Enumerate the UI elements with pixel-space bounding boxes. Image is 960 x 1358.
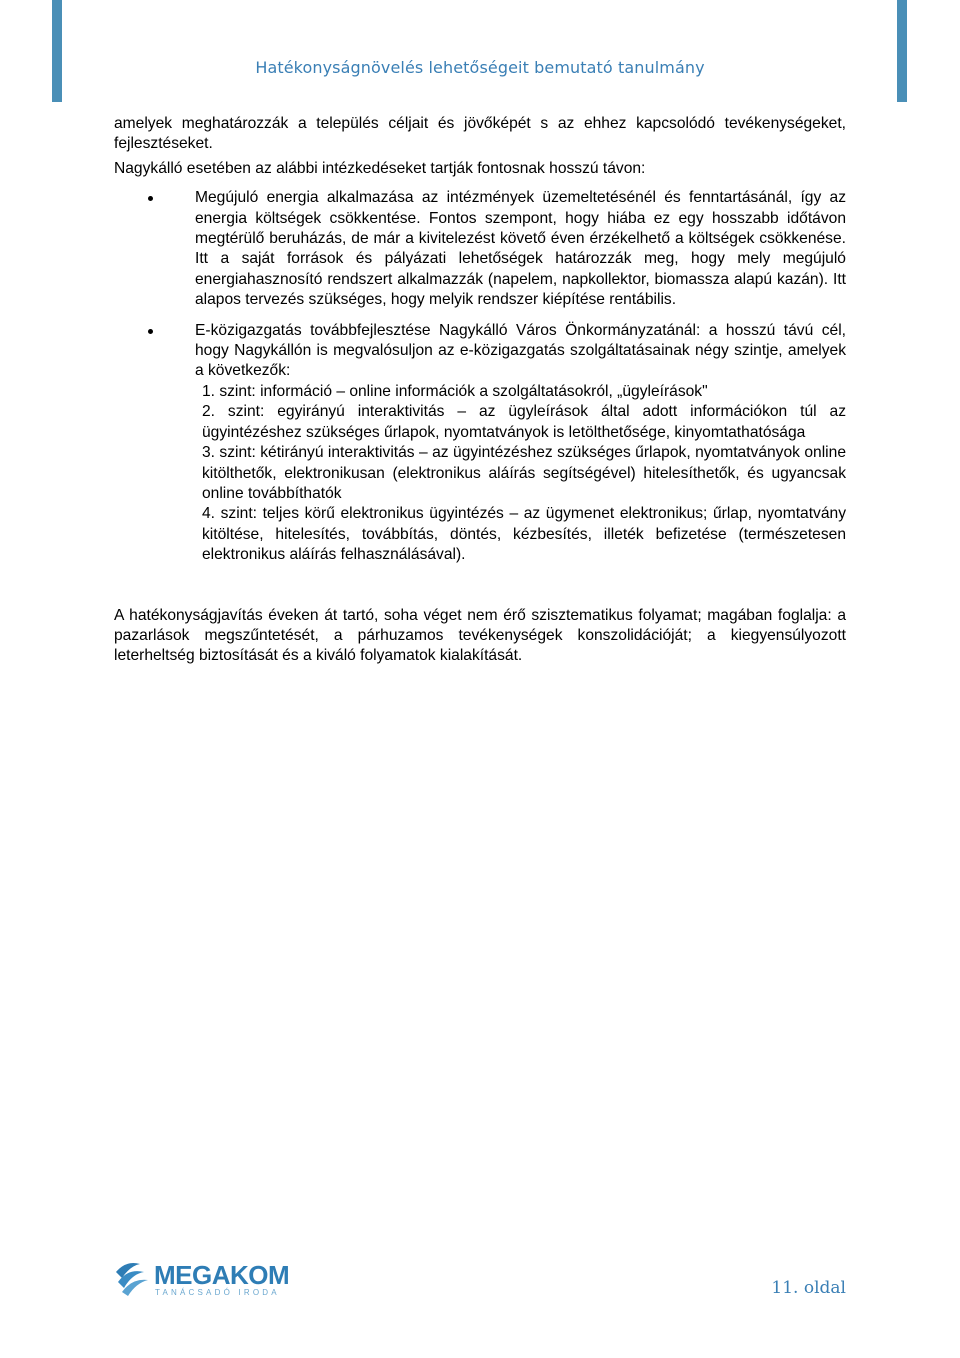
measures-list [114,188,846,565]
header-right-bar [897,0,907,102]
bullet-icon [148,329,153,334]
logo-subtitle: TANÁCSADÓ IRODA [155,1288,280,1297]
logo-name: MEGAKOM [154,1260,290,1290]
level-4-text: 4. szint: teljes körű elektronikus ügyintézés – az ügymenet elektronikus; űrlap, nyomtatvány kitöltése, hitelesítés, továbbítás, döntés, kézbesítés, illeték befizetése (természetesen elektronikus aláírás felhasználásával). [202,505,846,564]
list-item-text: Megújuló energia alkalmazása az intézmények üzemeltetésénél és fenntartásánál, így az energia költségek csökkentése. Fontos szempont, hogy hiába ez egy hosszabb időtávon megtérülő beruházás, de már a kivitelezést követő éven érzékelhető a költségek csökkenése. Itt a saját források és pályázati lehetőségek határozzák meg, hogy mely megújuló energiahasznosító rendszert alkalmazzák (napelem, napkollektor, biomassza alapú kazán). Itt alapos tervezés szükséges, hogy melyik rendszer kiépítése rentábilis. [195,189,846,309]
lead-paragraph: Nagykálló esetében az alábbi intézkedéseket tartják fontosnak hosszú távon: [114,159,646,177]
bullet-icon [148,196,153,201]
level-3-text: 3. szint: kétirányú interaktivitás – az ügyintézéshez szükséges űrlapok, nyomtatványok online kitölthetők, elektronikusan (elektronikus aláírás segítségével) hitelesíthetők, és ugyancsak online továbbíthatók [202,444,846,502]
list-item [114,188,846,310]
megakom-logo [114,1258,289,1302]
page-body [114,114,846,667]
logo-waves-icon [114,1258,154,1298]
closing-paragraph: A hatékonyságjavítás éveken át tartó, soha véget nem érő szisztematikus folyamat; magában foglalja: a pazarlások megszűntetését, a párhuzamos tevékenységek konszolidációját; a kiegyensúlyozott leterheltség biztosítását és a kiváló folyamatok kialakítását. [114,606,846,665]
intro-paragraph: amelyek meghatározzák a település céljait és jövőképét s az ehhez kapcsolódó tevékenységeket, fejlesztéseket. [114,115,846,153]
list-item-text: E-közigazgatás továbbfejlesztése Nagykálló Város Önkormányzatánál: a hosszú távú cél, hogy Nagykállón is megvalósuljon az e-közigazgatás szolgáltatásainak négy szintje, amelyek a következők: [195,321,846,380]
document-title: Hatékonyságnövelés lehetőségeit bemutató tanulmány [255,58,705,77]
page-number: 11. oldal [771,1278,846,1298]
list-item [114,321,846,566]
header-left-bar [52,0,62,102]
level-2-text: 2. szint: egyirányú interaktivitás – az ügyleírások által adott információkon túl az ügyintézéshez szükséges űrlapok, nyomtatványok is letölthetősége, kinyomtathatósága [202,403,846,441]
level-1-text: 1. szint: információ – online információk a szolgáltatásokról, „ügyleírások" [202,382,708,400]
